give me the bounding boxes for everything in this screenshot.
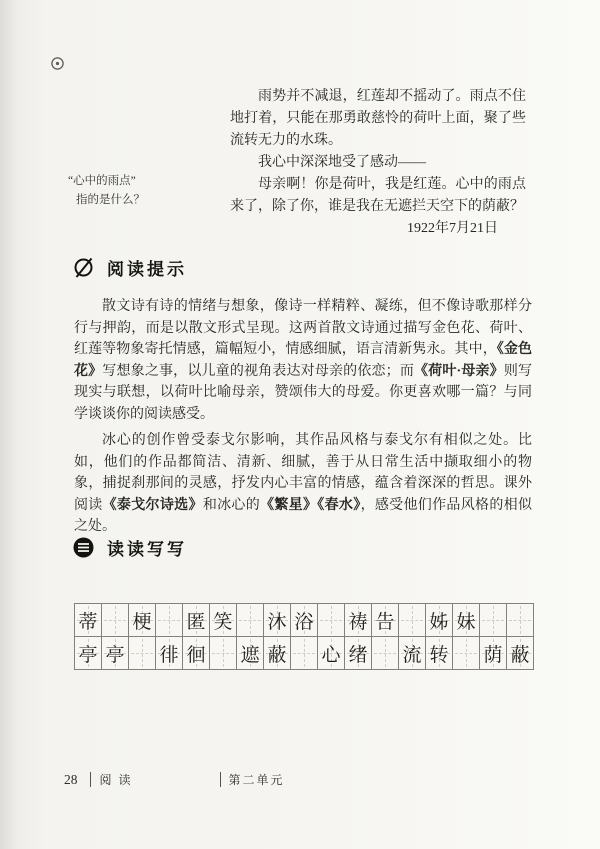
lesson-text-column <box>230 86 526 240</box>
practice-character: 遮 <box>240 644 260 666</box>
practice-character: 绪 <box>348 644 368 666</box>
practice-grid-cell <box>75 604 102 637</box>
practice-grid-cell <box>264 604 291 637</box>
read-write-title: 读读写写 <box>107 540 187 559</box>
practice-grid-cell-empty <box>372 637 399 670</box>
practice-character: 亭 <box>78 644 98 666</box>
circled-dot-icon <box>50 56 65 71</box>
practice-character: 蔽 <box>267 644 287 666</box>
practice-grid-cell-empty <box>156 604 183 637</box>
practice-grid-cell-empty <box>318 604 345 637</box>
practice-grid-cell-empty <box>291 637 318 670</box>
reading-tips-paragraph <box>74 296 532 425</box>
practice-grid-cell <box>183 637 210 670</box>
lesson-paragraph: 雨势并不减退，红莲却不摇动了。雨点不住地打着，只能在那勇敢慈怜的荷叶上面，聚了些流转无力的水珠。 <box>230 89 526 148</box>
practice-character: 徘 <box>159 644 179 666</box>
reading-tips-paragraph <box>74 430 532 538</box>
practice-grid-cell-empty <box>237 604 264 637</box>
reading-tips-body <box>74 296 532 538</box>
footer-divider <box>90 772 91 787</box>
page-footer <box>64 771 285 788</box>
practice-grid-cell <box>237 637 264 670</box>
practice-grid-cell <box>426 637 453 670</box>
practice-grid-cell-empty <box>480 604 507 637</box>
practice-character: 沐 <box>267 611 287 633</box>
practice-character: 徊 <box>186 644 206 666</box>
practice-character: 蒂 <box>78 611 98 633</box>
practice-character: 亭 <box>105 644 125 666</box>
practice-character: 转 <box>429 644 449 666</box>
practice-grid-cell <box>156 637 183 670</box>
lesson-paragraph: 母亲啊！你是荷叶，我是红莲。心中的雨点来了，除了你，谁是我在无遮拦天空下的荫蔽？ <box>230 177 526 214</box>
practice-character: 荫 <box>483 644 503 666</box>
practice-character: 妹 <box>456 611 476 633</box>
practice-grid-cell <box>399 637 426 670</box>
practice-grid-cell-empty <box>453 637 480 670</box>
practice-grid-cell-empty <box>129 637 156 670</box>
practice-grid-cell-empty <box>210 637 237 670</box>
practice-character: 告 <box>375 611 395 633</box>
list-circle-icon <box>72 536 95 559</box>
practice-grid-cell <box>345 637 372 670</box>
practice-grid-cell <box>318 637 345 670</box>
practice-grid <box>74 603 534 670</box>
practice-character: 梗 <box>132 611 152 633</box>
practice-grid-cell <box>75 637 102 670</box>
tips-text: ，感受他们作品风格的相似之处。 <box>74 497 532 534</box>
practice-character: 浴 <box>294 611 314 633</box>
practice-grid-cell <box>345 604 372 637</box>
tips-text: 和冰心的 <box>202 497 261 513</box>
tips-text: 散文诗有诗的情绪与想象，像诗一样精粹、凝练，但不像诗歌那样分行与押韵，而是以散文形式呈现。这两首散文诗通过描写金色花、荷叶、红莲等物象寄托情感，篇幅短小，情感细腻，语言清新隽永。其中， <box>74 299 532 357</box>
practice-grid-cell <box>129 604 156 637</box>
practice-character: 流 <box>402 644 422 666</box>
practice-character: 蔽 <box>510 644 530 666</box>
lesson-paragraph: 我心中深深地受了感动—— <box>258 155 426 170</box>
book-title: 《泰戈尔诗选》 <box>102 497 203 513</box>
practice-grid-row <box>75 604 534 637</box>
practice-grid-cell-empty <box>102 604 129 637</box>
lesson-date: 1922年7月21日 <box>407 221 498 236</box>
reading-tips-title: 阅读提示 <box>107 260 187 279</box>
footer-section-label: 阅读 <box>99 773 138 787</box>
footer-unit-label: 第二单元 <box>228 773 285 787</box>
practice-grid-cell <box>102 637 129 670</box>
margin-note-line: “心中的雨点” <box>68 175 136 187</box>
practice-character: 笑 <box>213 611 233 633</box>
book-title: 《繁星》《春水》 <box>260 497 361 513</box>
practice-grid-cell <box>264 637 291 670</box>
practice-grid-cell <box>453 604 480 637</box>
practice-grid-cell <box>210 604 237 637</box>
reading-tips-header <box>72 255 187 280</box>
pen-circle-icon <box>72 256 95 279</box>
tips-text: 写想象之事，以儿童的视角表达对母亲的依恋；而 <box>102 363 415 379</box>
practice-character: 心 <box>321 644 341 666</box>
practice-grid-cell <box>480 637 507 670</box>
tips-text: 冰心的创作曾受泰戈尔影响，其作品风格与泰戈尔有相似之处。比如，他们的作品都简洁、清新、细腻，善于从日常生活中撷取细小的物象，捕捉刹那间的灵感，抒发内心丰富的情感，蕴含着深深的哲思。课外阅读 <box>74 433 532 513</box>
practice-grid-cell <box>372 604 399 637</box>
margin-note-line: 指的是什么？ <box>76 194 145 206</box>
practice-grid-cell <box>426 604 453 637</box>
practice-character: 姊 <box>429 611 449 633</box>
footer-divider <box>220 772 221 787</box>
practice-character: 祷 <box>348 611 368 633</box>
read-write-header <box>72 535 187 560</box>
margin-note <box>68 172 198 210</box>
book-title: 《金色花》 <box>74 342 532 379</box>
practice-grid-cell-empty <box>399 604 426 637</box>
tips-text: 则写现实与联想，以荷叶比喻母亲，赞颂伟大的母爱。你更喜欢哪一篇？与同学谈谈你的阅读感受。 <box>74 363 533 422</box>
practice-character: 匿 <box>186 611 206 633</box>
practice-grid-cell <box>507 637 534 670</box>
page-number: 28 <box>64 771 78 787</box>
practice-grid-row <box>75 637 534 670</box>
practice-grid-cell-empty <box>507 604 534 637</box>
book-title: 《荷叶·母亲》 <box>414 363 504 379</box>
practice-grid-cell <box>183 604 210 637</box>
practice-grid-cell <box>291 604 318 637</box>
